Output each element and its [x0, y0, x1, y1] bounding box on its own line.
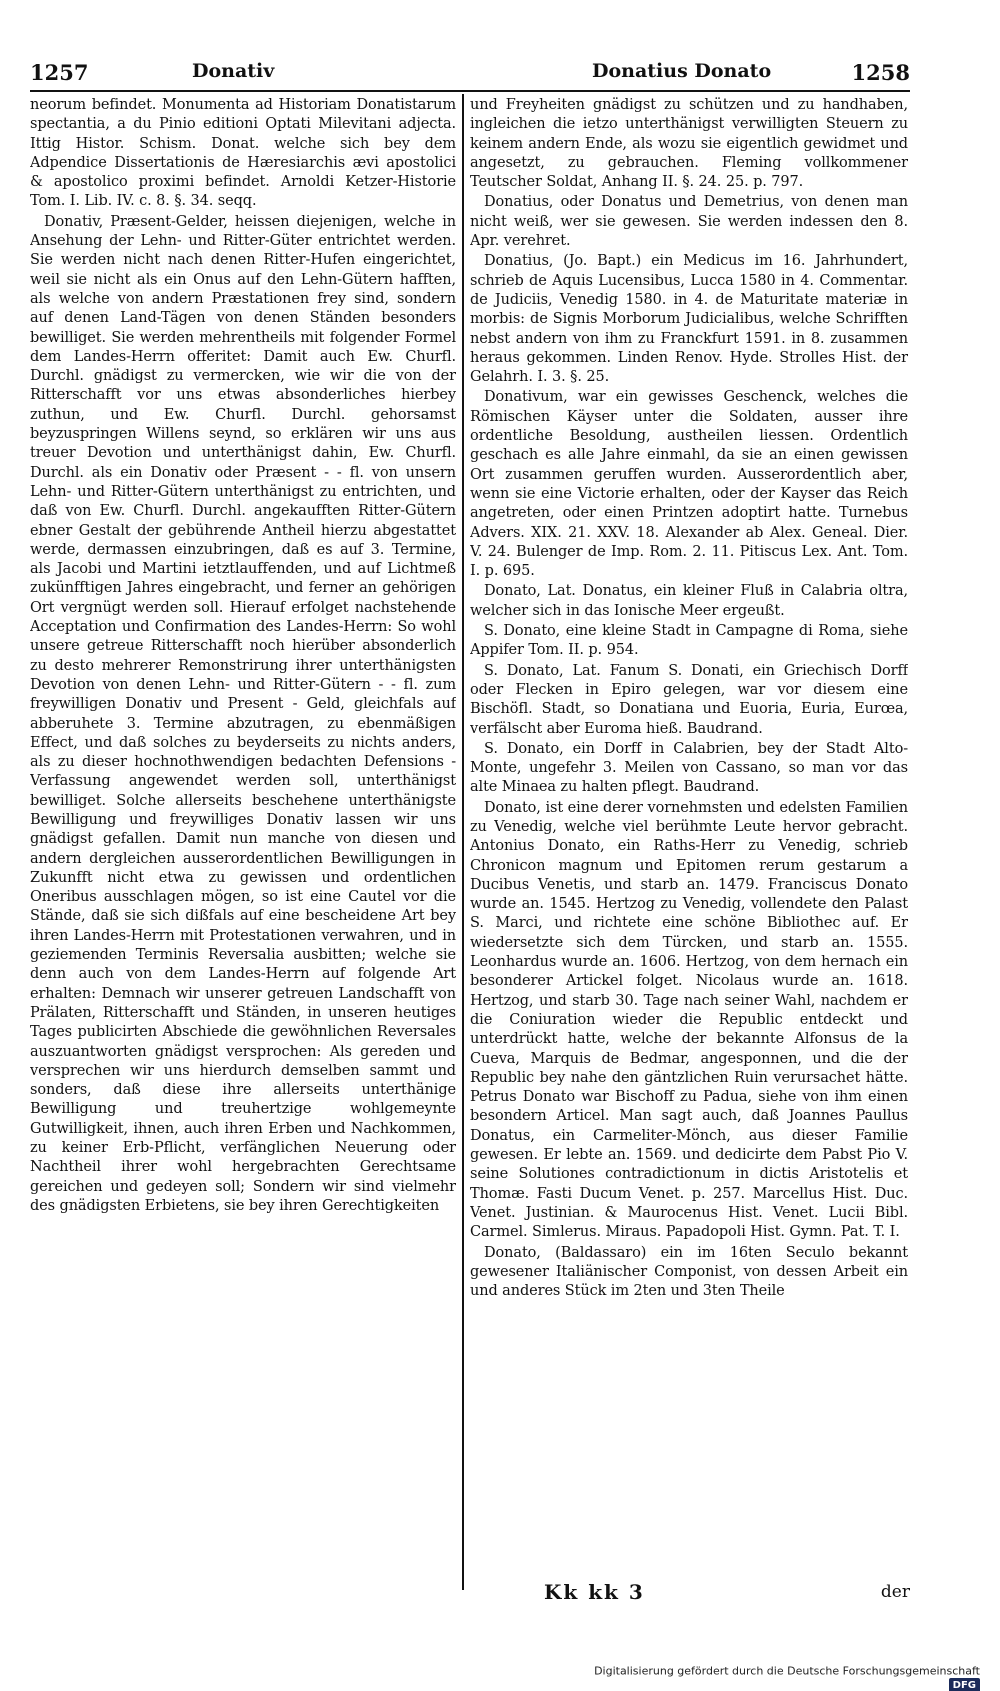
- credit-text: Digitalisierung gefördert durch die Deutsche Forschungsgemeinschaft: [594, 1664, 980, 1678]
- header-rule: [30, 90, 910, 92]
- paragraph: Donato, Lat. Donatus, ein kleiner Fluß in Calabria oltra, welcher sich in das Ionische Meer ergeußt.: [470, 583, 908, 619]
- page-header: [30, 58, 910, 90]
- paragraph: Donativum, war ein gewisses Geschenck, welches die Römischen Käyser unter die Soldaten, ausser ihre ordentliche Besoldung, austheilen liessen. Ordentlich geschach es alle Jahre einmahl, da sie an einen gewissen Ort zusammen geruffen wurden. Ausserordentlich aber, wenn sie eine Victorie erhalten, oder der Kayser das Reich angetreten, oder einen Printzen adoptirt hatte. Turnebus Advers. XIX. 21. XXV. 18. Alexander ab Alex. Geneal. Dier. V. 24. Bulenger de Imp. Rom. 2. 11. Pitiscus Lex. Ant. Tom. I. p. 695.: [470, 389, 908, 580]
- paragraph: und Freyheiten gnädigst zu schützen und zu handhaben, ingleichen die ietzo unterthänigst verwilligten Steuern zu keinem andern Ende, als wozu sie eigentlich gewidmet und angesetzt, zu gebrauchen. Fleming vollkommener Teutscher Soldat, Anhang II. §. 24. 25. p. 797.: [470, 97, 908, 191]
- running-head-right: Donatius Donato: [592, 60, 772, 82]
- paragraph: Donato, (Baldassaro) ein im 16ten Seculo bekannt gewesener Italiänischer Componist, von dessen Arbeit ein und anderes Stück im 2ten und 3ten Theile: [470, 1244, 908, 1300]
- running-head-left: Donativ: [192, 60, 275, 82]
- page-number-right: 1258: [851, 60, 910, 85]
- paragraph: Donato, ist eine derer vornehmsten und edelsten Familien zu Venedig, welche viel berühmte Leute hervor gebracht. Antonius Donato, ein Raths-Herr zu Venedig, schrieb Chronicon magnum und Epitomen rerum gestarum a Ducibus Venetis, und starb an. 1479. Franciscus Donato wurde an. 1545. Hertzog zu Venedig, vollendete den Palast S. Marci, und richtete eine schöne Bibliothec auf. Er wiedersetzte sich dem Türcken, und starb an. 1555. Leonhardus wurde an. 1606. Hertzog, von dem hernach ein besonderer Artickel folget. Nicolaus wurde an. 1618. Hertzog, und starb 30. Tage nach seiner Wahl, nachdem er die Coniuration wieder die Republic entdeckt und unterdrückt hatte, welche der bekannte Alfonsus de la Cueva, Marquis de Bedmar, angesponnen, und die der Republic bey nahe den gäntzlichen Ruin verursachet hätte. Petrus Donato war Bischoff zu Padua, siehe von ihm einen besondern Articel. Man sagt auch, daß Joannes Paullus Donatus, ein Carmeliter-Mönch, aus dieser Familie gewesen. Er lebte an. 1569. und dedicirte dem Pabst Pio V. seine Solutiones contradictionum in dictis Aristotelis et Thomæ. Fasti Ducum Venet. p. 257. Marcellus Hist. Duc. Venet. Justinian. & Maurocenus Hist. Venet. Lucii Bibl. Carmel. Simlerus. Miraus. Papadopoli Hist. Gymn. Pat. T. I.: [470, 799, 908, 1241]
- book-page: [30, 58, 910, 1638]
- paragraph: S. Donato, ein Dorff in Calabrien, bey der Stadt Alto-Monte, ungefehr 3. Meilen von Cassano, so man vor das alte Minaea zu halten pflegt. Baudrand.: [470, 740, 908, 796]
- paragraph: S. Donato, eine kleine Stadt in Campagne di Roma, siehe Appifer Tom. II. p. 954.: [470, 623, 908, 659]
- catchword: der: [880, 1582, 910, 1602]
- paragraph: S. Donato, Lat. Fanum S. Donati, ein Griechisch Dorff oder Flecken in Epiro gelegen, war vor diesem eine Bischöfl. Stadt, so Donatiana und Euoria, Euria, Eurœa, verfälscht aber Euroma hieß. Baudrand.: [470, 662, 908, 737]
- digitization-credit: [560, 1664, 980, 1691]
- paragraph: Donativ, Præsent-Gelder, heissen diejenigen, welche in Ansehung der Lehn- und Ritter-Güter entrichtet werden. Sie werden nicht nach denen Ritter-Hufen eingerichtet, weil sie nicht als ein Onus auf den Lehn-Gütern hafften, als welche von andern Præstationen frey sind, sondern auf denen Land-Tägen von denen Ständen besonders bewilliget. Sie werden mehrentheils mit folgender Formel dem Landes-Herrn offeritet: Damit auch Ew. Churfl. Durchl. gnädigst zu vermercken, wie wir die von der Ritterschafft vor uns etwas absonderliches hierbey zuthun, und Ew. Churfl. Durchl. gehorsamst beyzuspringen Willens seynd, so erklären wir uns aus treuer Devotion und unterthänigst dahin, Ew. Churfl. Durchl. als ein Donativ oder Præsent - - fl. von unsern Lehn- und Ritter-Gütern unterthänigst zu entrichten, und daß von Ew. Churfl. Durchl. angekaufften Ritter-Gütern ebner Gestalt der gebührende Antheil hierzu abgestattet werde, dermassen einzubringen, daß es auf 3. Termine, als Jacobi und Martini ietztlauffenden, und auf Lichtmeß zukünfftigen Jahres eingebracht, und ferner an gehörigen Ort vergnügt werden soll. Hierauf erfolget nachstehende Acceptation und Confirmation des Landes-Herrn: So wohl unsere getreue Ritterschafft noch hierüber absonderlich zu desto mehrerer Remonstrirung ihrer unterthänigsten Devotion von denen Lehn- und Ritter-Gütern - - fl. zum freywilligen Donativ und Present - Geld, gleichfals auf abberuhete 3. Termine abzutragen, zu ebenmäßigen Effect, und daß solches zu beyderseits zu nichts anders, als zu dieser hochnothwendigen bedachten Defensions - Verfassung angewendet werden soll, unterthänigst bewilliget. Solche allerseits beschehene unterthänigste Bewilligung und freywilliges Donativ lassen wir uns gnädigst gefallen. Damit nun manche von diesen und andern dergleichen ausserordentlichen Bewilligungen in Zukunfft nicht etwa zu gewissen und ordentlichen Oneribus ausschlagen mögen, so ist eine Cautel vor die Stände, daß sie sich dißfals auf eine bescheidene Art bey ihren Landes-Herrn mit Protestationen verwahren, und in geziemenden Terminis Reversalia ausbitten; welche sie denn auch von dem Landes-Herrn auf folgende Art erhalten: Demnach wir unserer getreuen Landschafft von Prälaten, Ritterschafft und Ständen, in unseren heutiges Tages publicirten Abschiede die gewöhnlichen Reversales auszuantworten gnädigst versprochen: Als gereden und versprechen wir uns hierdurch demselben sammt und sonders, daß diese ihre allerseits unterthänige Bewilligung und treuhertzige wohlgemeynte Gutwilligkeit, ihnen, auch ihren Erben und Nachkommen, zu keiner Erb-Pflicht, verfänglichen Neuerung oder Nachtheil ihrer wohl hergebrachten Gerechtsame gereichen und gedeyen soll; Sondern wir sind vielmehr des gnädigsten Erbietens, sie bey ihren Gerechtigkeiten: [30, 213, 456, 1214]
- paragraph: neorum befindet. Monumenta ad Historiam Donatistarum spectantia, a du Pinio editioni Optati Milevitani adjecta. Ittig Histor. Schism. Donat. welche sich bey dem Adpendice Dissertationis de Hæresiarchis ævi apostolici & apostolico proximi befindet. Arnoldi Ketzer-Historie Tom. I. Lib. IV. c. 8. §. 34. seqq.: [30, 97, 456, 210]
- page-footer: [30, 1580, 910, 1620]
- paragraph: Donatius, oder Donatus und Demetrius, von denen man nicht weiß, wer sie gewesen. Sie werden indessen den 8. Apr. verehret.: [470, 194, 908, 250]
- dfg-logo-icon: DFG: [949, 1678, 980, 1691]
- column-rule: [462, 94, 464, 1590]
- signature-mark: Kk kk 3: [544, 1580, 645, 1604]
- page-number-left: 1257: [30, 60, 89, 85]
- left-column: [30, 96, 456, 1576]
- right-column: [470, 96, 908, 1576]
- paragraph: Donatius, (Jo. Bapt.) ein Medicus im 16. Jahrhundert, schrieb de Aquis Lucensibus, Lucca 1580 in 4. Commentar. de Judiciis, Venedig 1580. in 4. de Maturitate materiæ in morbis: de Signis Morborum Judicialibus, welche Schrifften nebst andern von ihm zu Franckfurt 1591. in 8. zusammen heraus gekommen. Linden Renov. Hyde. Strolles Hist. der Gelahrh. I. 3. §. 25.: [470, 253, 908, 386]
